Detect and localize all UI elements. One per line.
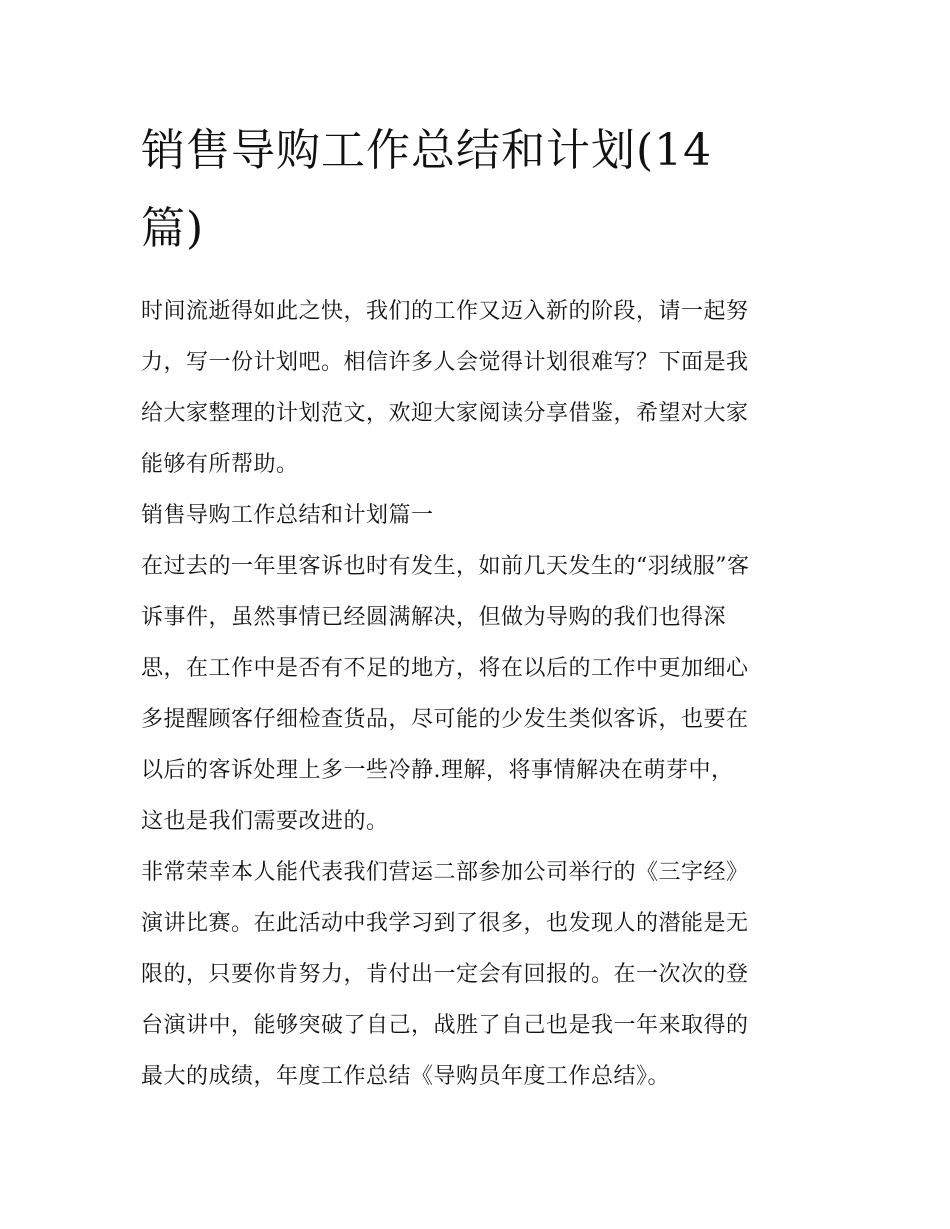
document-body (141, 112, 813, 1102)
paragraph-line: 诉事件，虽然事情已经圆满解决，但做为导购的我们也得深 (141, 605, 727, 630)
paragraph-line: 非常荣幸本人能代表我们营运二部参加公司举行的《三字经》 (141, 860, 749, 885)
document-title-line-1: 销售导购工作总结和计划(14 (141, 125, 713, 176)
section-heading: 销售导购工作总结和计划篇一 (141, 503, 434, 528)
intro-line: 力，写一份计划吧。相信许多人会觉得计划很难写？下面是我 (141, 350, 749, 375)
paragraph-line: 这也是我们需要改进的。 (141, 809, 389, 834)
paragraph-line: 演讲比赛。在此活动中我学习到了很多，也发现人的潜能是无 (141, 911, 749, 936)
paragraph-line: 最大的成绩，年度工作总结《导购员年度工作总结》。 (141, 1064, 671, 1089)
intro-line: 能够有所帮助。 (141, 452, 299, 477)
intro-line: 给大家整理的计划范文，欢迎大家阅读分享借鉴，希望对大家 (141, 401, 749, 426)
intro-line: 时间流逝得如此之快，我们的工作又迈入新的阶段，请一起努 (141, 299, 749, 324)
paragraph-line: 思，在工作中是否有不足的地方，将在以后的工作中更加细心 (141, 656, 749, 681)
paragraph-line: 以后的客诉处理上多一些冷静.理解，将事情解决在萌芽中， (141, 758, 734, 783)
document-title-line-2: 篇) (141, 203, 205, 254)
paragraph-line: 在过去的一年里客诉也时有发生，如前几天发生的“羽绒服”客 (141, 554, 750, 579)
paragraph-line: 多提醒顾客仔细检查货品，尽可能的少发生类似客诉，也要在 (141, 707, 749, 732)
intro-paragraph (141, 286, 813, 490)
paragraph-line: 限的，只要你肯努力，肯付出一定会有回报的。在一次次的登 (141, 962, 749, 987)
body-paragraph-2 (141, 847, 813, 1102)
body-paragraph-1 (141, 541, 813, 847)
document-title (141, 112, 813, 268)
paragraph-line: 台演讲中，能够突破了自己，战胜了自己也是我一年来取得的 (141, 1013, 749, 1038)
